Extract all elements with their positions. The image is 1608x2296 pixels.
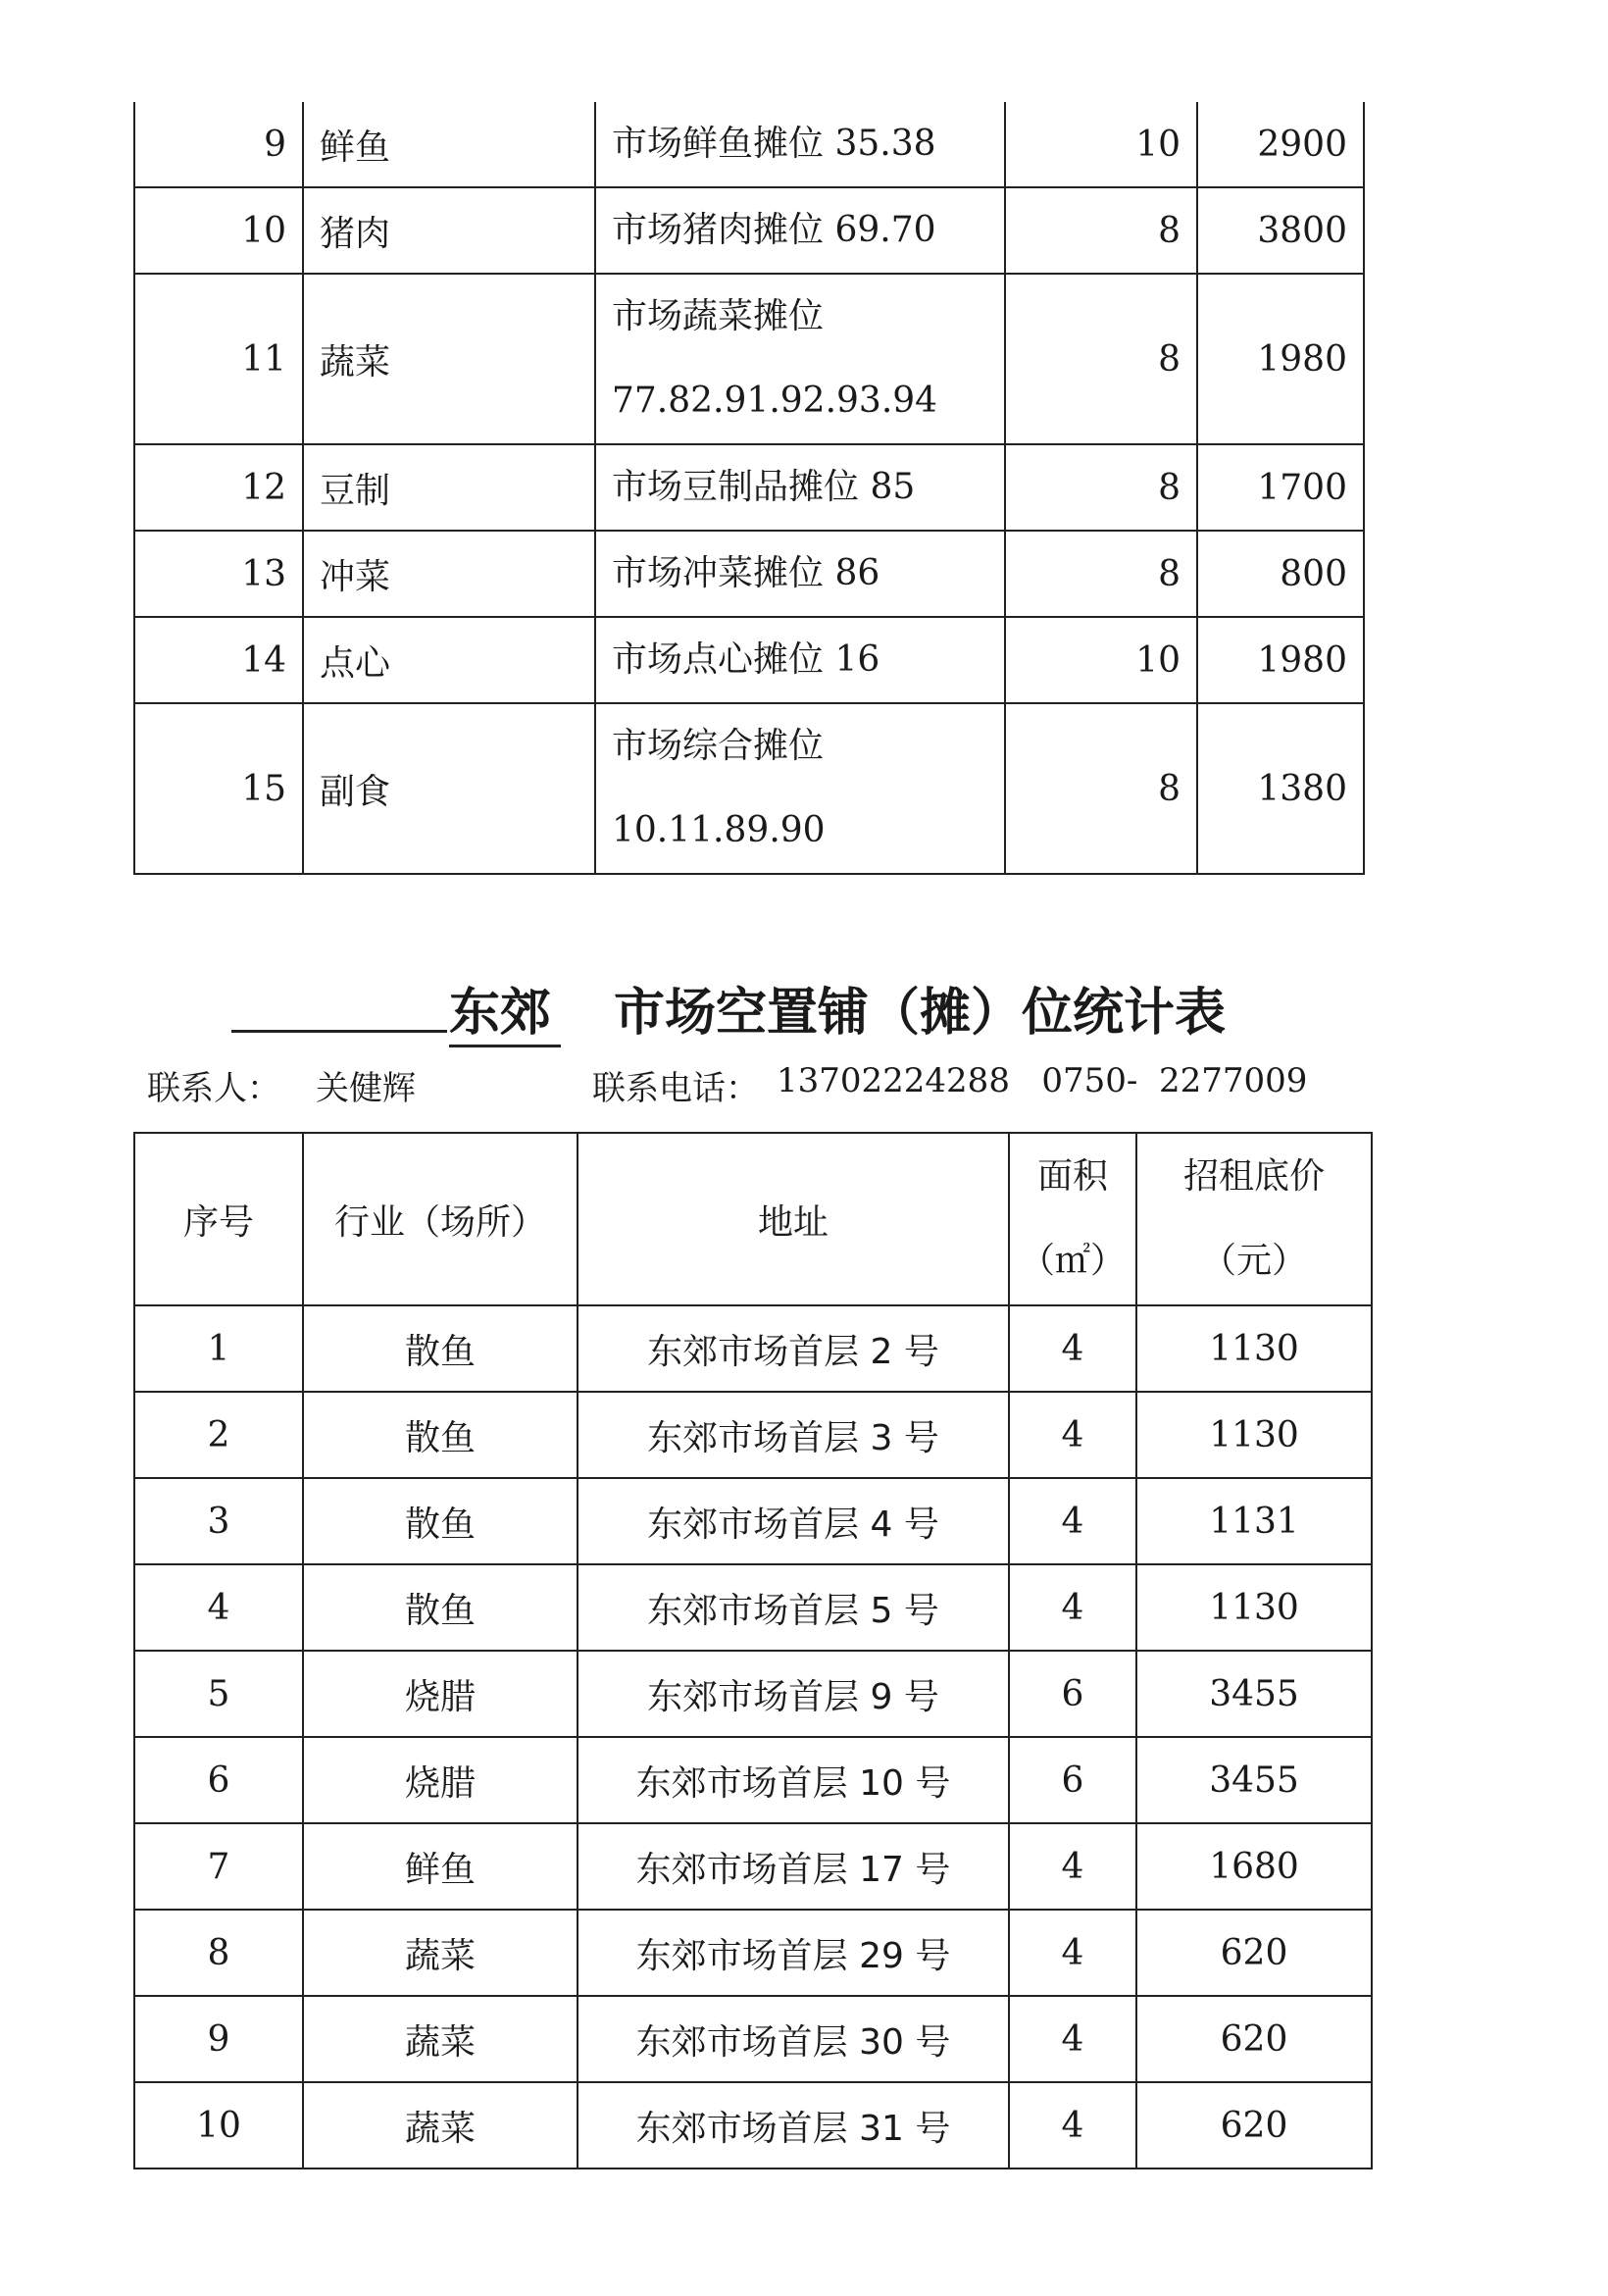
table-row	[134, 531, 1364, 617]
row-price: 620	[1136, 1996, 1372, 2082]
header-area	[1009, 1133, 1136, 1305]
row-price: 3455	[1136, 1651, 1372, 1737]
row-area: 8	[1005, 187, 1197, 274]
upper-stall-table	[133, 102, 1365, 875]
row-address-line: 市场鲜鱼摊位 35.38	[612, 124, 936, 164]
row-industry: 散鱼	[303, 1305, 578, 1392]
row-price: 1380	[1197, 703, 1364, 874]
row-industry: 鲜鱼	[303, 102, 595, 187]
row-industry: 猪肉	[303, 187, 595, 274]
row-no: 11	[134, 274, 303, 444]
row-address: 东郊市场首层 2 号	[578, 1305, 1009, 1392]
table-row	[134, 1392, 1372, 1478]
row-industry: 蔬菜	[303, 1910, 578, 1996]
row-area: 8	[1005, 274, 1197, 444]
table-row	[134, 274, 1364, 444]
row-area: 4	[1009, 1564, 1136, 1651]
row-address-line: 市场点心摊位 16	[612, 639, 880, 680]
row-industry: 蔬菜	[303, 1996, 578, 2082]
table-row	[134, 1478, 1372, 1564]
row-address: 东郊市场首层 9 号	[578, 1651, 1009, 1737]
table-row	[134, 1564, 1372, 1651]
row-price: 2900	[1197, 102, 1364, 187]
row-area: 8	[1005, 531, 1197, 617]
title-market-name: 东郊	[449, 971, 561, 1047]
row-address-line: 10.11.89.90	[612, 810, 826, 850]
row-industry: 散鱼	[303, 1564, 578, 1651]
row-no: 10	[134, 2082, 303, 2168]
table-row	[134, 1737, 1372, 1823]
table-row	[134, 617, 1364, 703]
row-industry: 蔬菜	[303, 274, 595, 444]
row-area: 4	[1009, 2082, 1136, 2168]
row-address-line: 市场综合摊位	[612, 726, 825, 766]
row-area: 8	[1005, 703, 1197, 874]
upper-table-body	[134, 102, 1364, 874]
row-industry: 冲菜	[303, 531, 595, 617]
row-no: 9	[134, 1996, 303, 2082]
table-row	[134, 187, 1364, 274]
row-no: 13	[134, 531, 303, 617]
row-industry: 烧腊	[303, 1651, 578, 1737]
page-title	[231, 971, 1339, 1043]
row-no: 12	[134, 444, 303, 531]
row-no: 5	[134, 1651, 303, 1737]
row-address: 东郊市场首层 10 号	[578, 1737, 1009, 1823]
header-price	[1136, 1133, 1372, 1305]
row-price: 1130	[1136, 1392, 1372, 1478]
row-industry: 蔬菜	[303, 2082, 578, 2168]
row-address: 东郊市场首层 4 号	[578, 1478, 1009, 1564]
row-price: 1130	[1136, 1305, 1372, 1392]
row-no: 6	[134, 1737, 303, 1823]
row-price: 1700	[1197, 444, 1364, 531]
row-no: 9	[134, 102, 303, 187]
header-no: 序号	[134, 1133, 303, 1305]
contact-person-label: 联系人：	[147, 1069, 280, 1108]
row-address	[595, 531, 1005, 617]
row-price: 800	[1197, 531, 1364, 617]
row-address	[595, 274, 1005, 444]
contact-phone-label: 联系电话：	[592, 1069, 759, 1108]
row-price: 620	[1136, 2082, 1372, 2168]
row-address	[595, 444, 1005, 531]
row-no: 15	[134, 703, 303, 874]
row-price: 3455	[1136, 1737, 1372, 1823]
row-address: 东郊市场首层 17 号	[578, 1823, 1009, 1910]
row-industry: 点心	[303, 617, 595, 703]
row-price: 1131	[1136, 1478, 1372, 1564]
header-area-line-2: （㎡）	[1019, 1241, 1126, 1281]
table-row	[134, 1910, 1372, 1996]
row-price: 1680	[1136, 1823, 1372, 1910]
row-area: 10	[1005, 102, 1197, 187]
header-price-line-1: 招租底价	[1182, 1156, 1325, 1197]
row-address	[595, 187, 1005, 274]
row-address	[595, 617, 1005, 703]
vacant-stall-table	[133, 1132, 1373, 2169]
table-row	[134, 2082, 1372, 2168]
row-industry: 豆制	[303, 444, 595, 531]
row-address: 东郊市场首层 29 号	[578, 1910, 1009, 1996]
row-price: 620	[1136, 1910, 1372, 1996]
row-area: 4	[1009, 1392, 1136, 1478]
row-address: 东郊市场首层 31 号	[578, 2082, 1009, 2168]
row-industry: 副食	[303, 703, 595, 874]
table-header-row	[134, 1133, 1372, 1305]
title-underline-blank	[231, 1030, 447, 1033]
row-industry: 散鱼	[303, 1478, 578, 1564]
row-address-line: 市场冲菜摊位 86	[612, 553, 880, 593]
row-area: 4	[1009, 1996, 1136, 2082]
row-no: 10	[134, 187, 303, 274]
row-address: 东郊市场首层 5 号	[578, 1564, 1009, 1651]
row-address: 东郊市场首层 3 号	[578, 1392, 1009, 1478]
row-area: 4	[1009, 1910, 1136, 1996]
row-no: 7	[134, 1823, 303, 1910]
row-price: 1980	[1197, 274, 1364, 444]
row-area: 6	[1009, 1737, 1136, 1823]
row-address-line: 市场猪肉摊位 69.70	[612, 210, 936, 250]
row-address	[595, 703, 1005, 874]
row-industry: 散鱼	[303, 1392, 578, 1478]
title-text: 市场空置铺（摊）位统计表	[614, 984, 1227, 1043]
table-row	[134, 102, 1364, 187]
table-row	[134, 444, 1364, 531]
row-price: 1980	[1197, 617, 1364, 703]
row-address-line: 市场豆制品摊位 85	[612, 467, 916, 507]
row-area: 4	[1009, 1478, 1136, 1564]
table-row	[134, 1996, 1372, 2082]
row-area: 6	[1009, 1651, 1136, 1737]
vacant-table-body	[134, 1133, 1372, 2168]
row-area: 8	[1005, 444, 1197, 531]
row-no: 14	[134, 617, 303, 703]
row-area: 4	[1009, 1305, 1136, 1392]
row-area: 10	[1005, 617, 1197, 703]
contact-phone: 13702224288 0750- 2277009	[777, 1061, 1308, 1100]
table-row	[134, 1651, 1372, 1737]
contact-person: 关健辉	[316, 1069, 416, 1108]
row-no: 3	[134, 1478, 303, 1564]
header-industry: 行业（场所）	[303, 1133, 578, 1305]
row-no: 4	[134, 1564, 303, 1651]
row-no: 2	[134, 1392, 303, 1478]
row-address: 东郊市场首层 30 号	[578, 1996, 1009, 2082]
row-address-line: 市场蔬菜摊位	[612, 296, 825, 336]
table-row	[134, 1305, 1372, 1392]
header-address: 地址	[578, 1133, 1009, 1305]
row-no: 8	[134, 1910, 303, 1996]
row-address	[595, 102, 1005, 187]
row-price: 1130	[1136, 1564, 1372, 1651]
table-row	[134, 703, 1364, 874]
header-area-line-1: 面积	[1036, 1156, 1108, 1197]
row-price: 3800	[1197, 187, 1364, 274]
row-industry: 烧腊	[303, 1737, 578, 1823]
row-industry: 鲜鱼	[303, 1823, 578, 1910]
row-address-line: 77.82.91.92.93.94	[612, 381, 938, 421]
header-price-line-2: （元）	[1200, 1241, 1307, 1281]
row-area: 4	[1009, 1823, 1136, 1910]
table-row	[134, 1823, 1372, 1910]
row-no: 1	[134, 1305, 303, 1392]
